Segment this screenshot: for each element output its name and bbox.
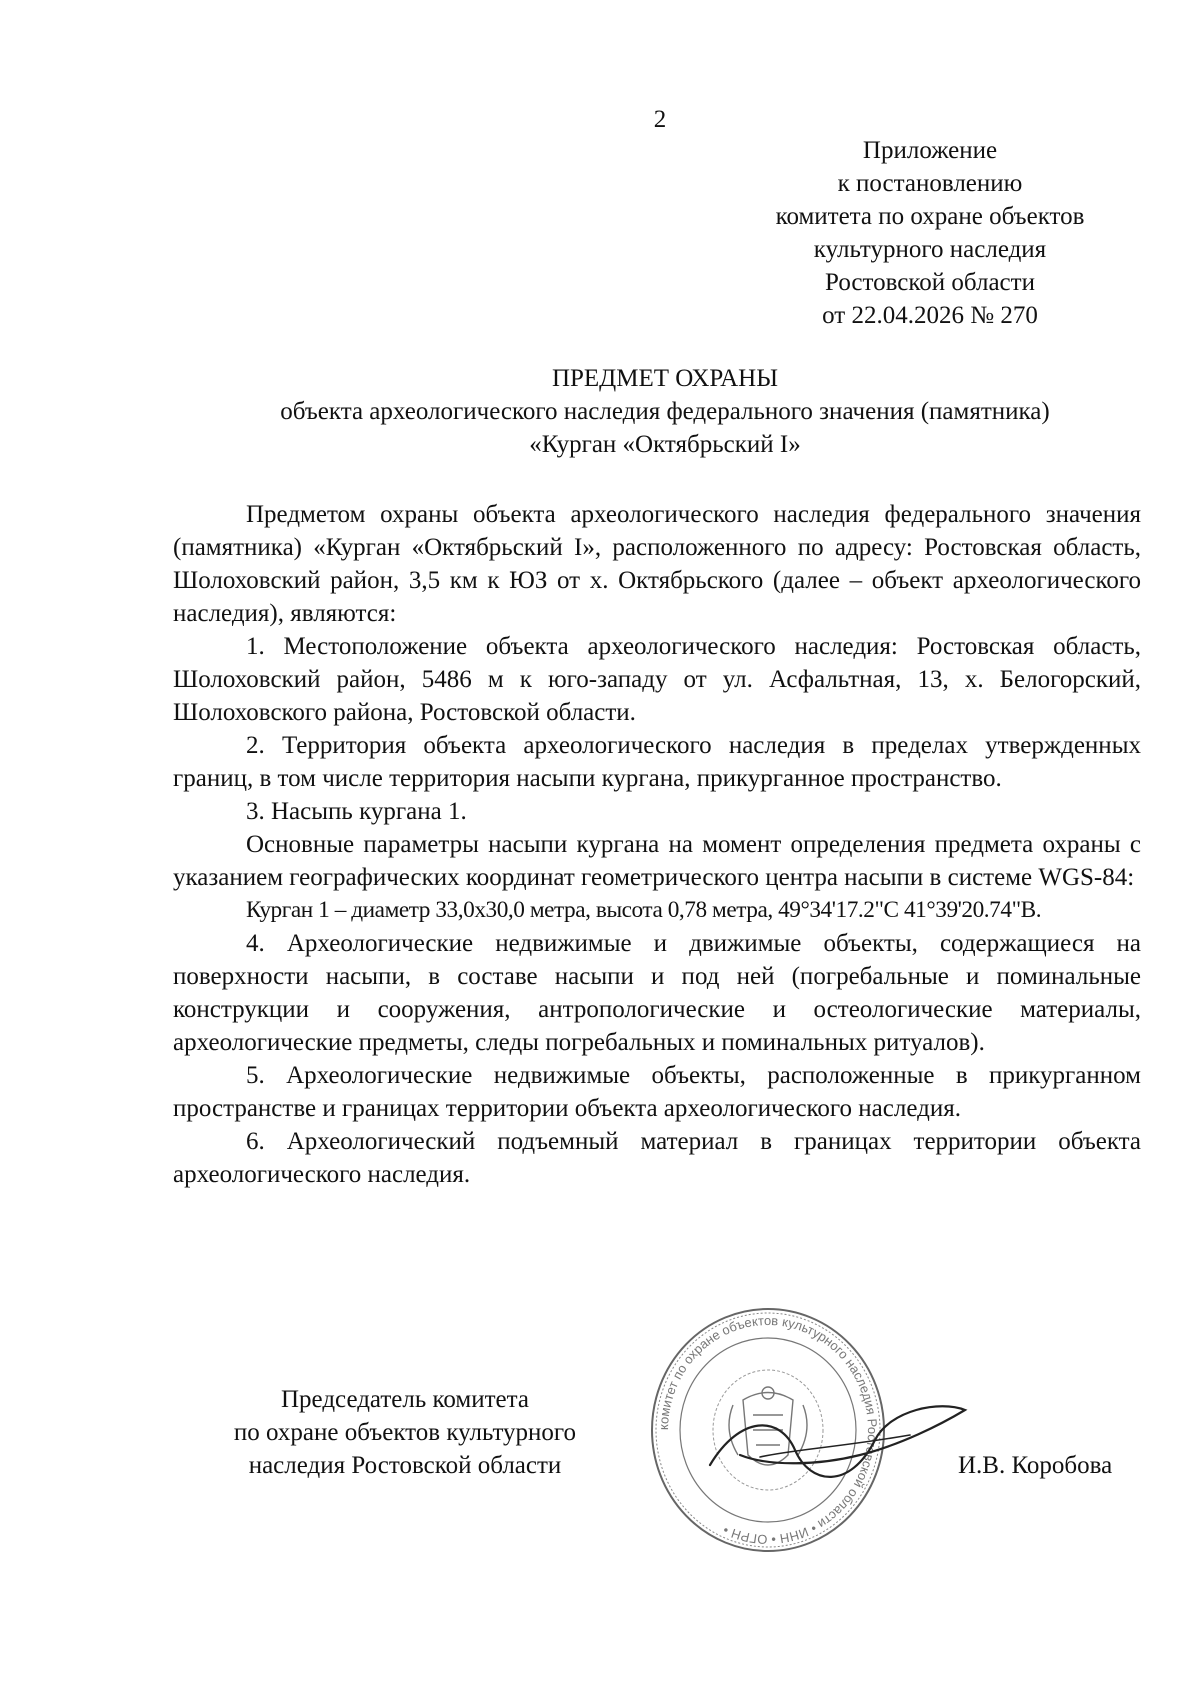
body-paragraph: Курган 1 – диаметр 33,0х30,0 метра, высота 0,78 метра, 49°34'17.2"С 41°39'20.74"В. [246,897,1042,923]
annex-line: комитета по охране объектов [775,203,1085,230]
document-heading [0,362,1200,461]
signer-name: И.В. Коробова [958,1452,1113,1479]
handwritten-signature-icon [700,1395,980,1495]
body-paragraph: 5. Археологические недвижимые объекты, расположенные в прикурганном пространстве и границах территории объекта археологического наследия. [173,1062,1141,1122]
page-number: 2 [653,106,667,133]
body-paragraph: Основные параметры насыпи кургана на момент определения предмета охраны с указанием географических координат геометрического центра насыпи в системе WGS-84: [173,831,1141,891]
annex-line: от 22.04.2026 № 270 [822,302,1038,329]
seal-text: комитет по охране объектов культурного наследия Ростовской области • ИНН • ОГРН • [655,1312,881,1548]
body-paragraph: 3. Насыпь кургана 1. [246,798,467,825]
annex-line: Ростовской области [825,269,1035,296]
signer-title-line: Председатель комитета [281,1386,529,1413]
signer-title-line: по охране объектов культурного [233,1419,577,1446]
document-body [173,498,1141,1191]
body-paragraph: 1. Местоположение объекта археологического наследия: Ростовская область, Шолоховский район, 5486 м к юго-западу от ул. Асфальтная, 13, х. Белогорский, Шолоховского района, Ростовской области. [173,633,1141,726]
document-subtitle: объекта археологического наследия федерального значения (памятника) [280,398,1050,425]
annex-line: Приложение [862,137,998,164]
annex-line: культурного наследия [813,236,1047,263]
signer-title-line: наследия Ростовской области [248,1452,562,1479]
body-paragraph: 4. Археологические недвижимые и движимые объекты, содержащиеся на поверхности насыпи, в составе насыпи и под ней (погребальные и поминальные конструкции и сооружения, антропологические и остеологические материалы, археологические предметы, следы погребальных и поминальных ритуалов). [173,930,1141,1056]
annex-header [740,134,1120,332]
body-paragraph: 6. Археологический подъемный материал в границах территории объекта археологического наследия. [173,1128,1141,1188]
body-paragraph: Предметом охраны объекта археологического наследия федерального значения (памятника) «Курган «Октябрьский I», расположенного по адресу: Ростовская область, Шолоховский район, 3,5 км к ЮЗ от х. Октябрьского (далее – объект археологического наследия), являются: [173,501,1141,627]
document-subtitle: «Курган «Октябрьский I» [529,431,801,458]
signer-title [190,1383,620,1482]
document-title: ПРЕДМЕТ ОХРАНЫ [551,365,779,392]
body-paragraph: 2. Территория объекта археологического наследия в пределах утвержденных границ, в том числе территория насыпи кургана, прикурганное пространство. [173,732,1141,792]
annex-line: к постановлению [837,170,1023,197]
